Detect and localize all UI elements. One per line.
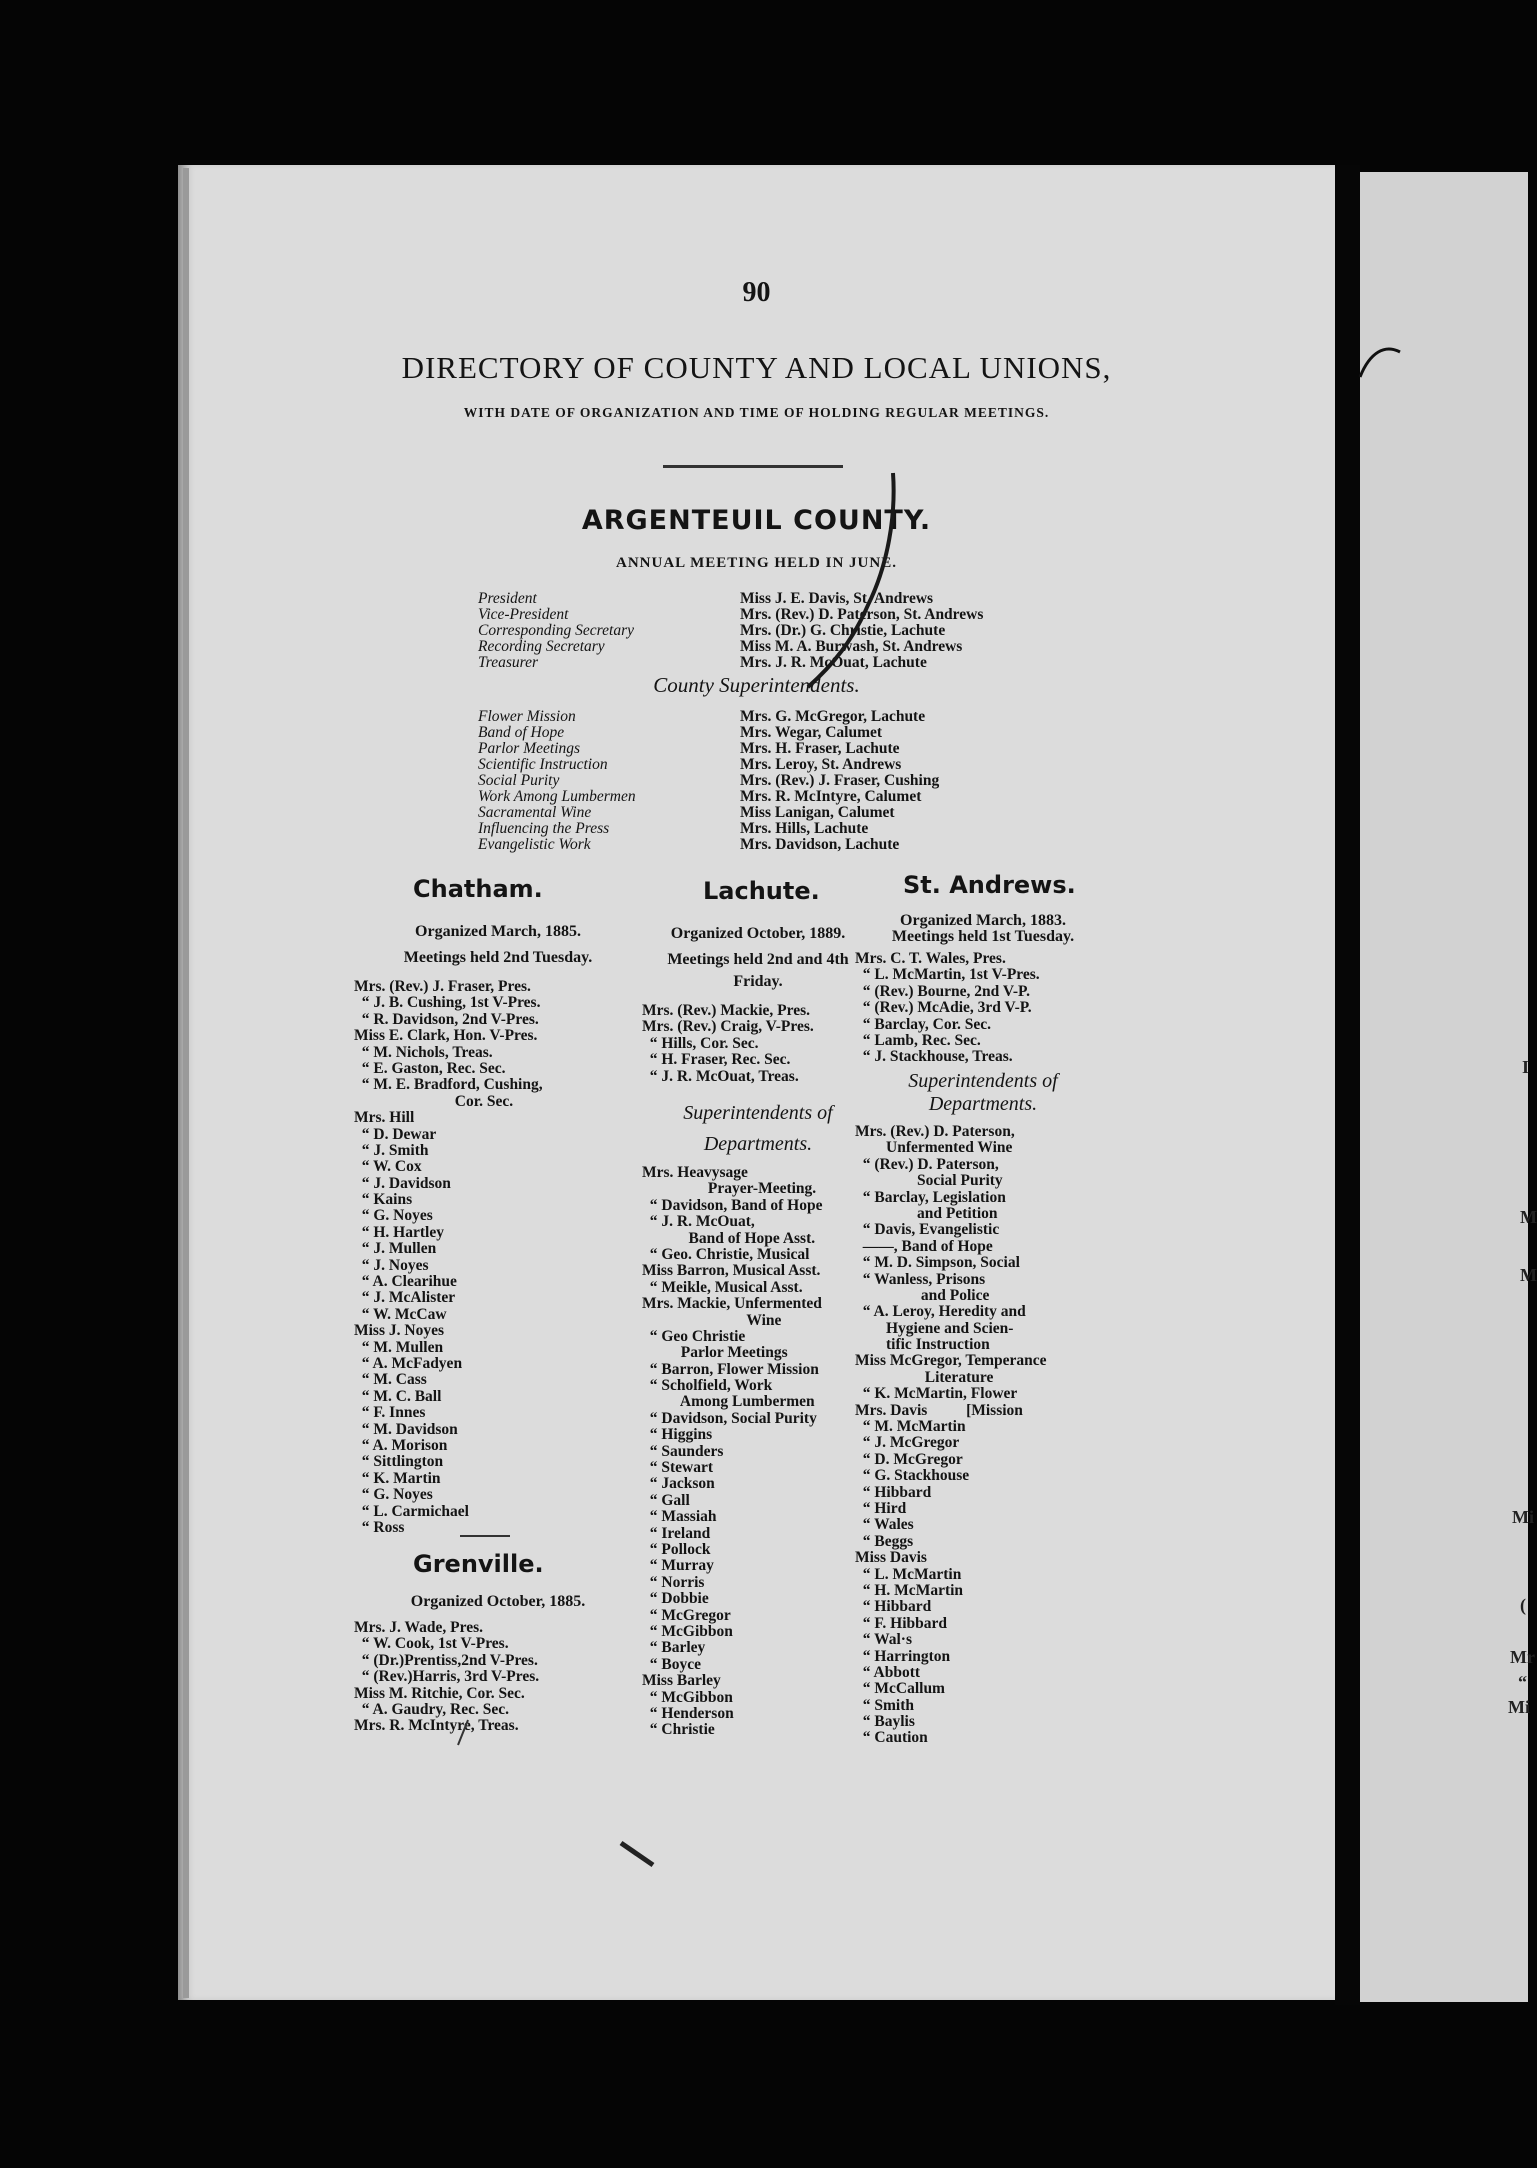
superintendent-role: Work Among Lumbermen xyxy=(478,788,636,805)
list-item: “ J. R. McOuat, xyxy=(642,1213,755,1231)
list-item: “ Abbott xyxy=(855,1663,921,1681)
list-item: “ (Rev.) Bourne, 2nd V-P. xyxy=(855,982,1030,1000)
list-item: “ J. McGregor xyxy=(855,1434,960,1452)
chatham-meetings: Meetings held 2nd Tuesday. xyxy=(403,949,593,966)
list-item: “ Wanless, Prisons xyxy=(855,1270,986,1288)
list-item: Miss Barron, Musical Asst. xyxy=(642,1262,821,1280)
lachute-departments xyxy=(642,1165,822,1739)
book-gutter xyxy=(1335,165,1360,2005)
list-item: “ Massiah xyxy=(642,1508,717,1526)
list-item: Unfermented Wine xyxy=(855,1139,1013,1157)
list-item: tific Instruction xyxy=(855,1336,990,1354)
list-item: “ L. McMartin xyxy=(855,1565,962,1583)
list-item: “ W. Cook, 1st V-Pres. xyxy=(354,1635,509,1653)
list-item: “ A. Morison xyxy=(354,1436,448,1454)
list-item: “ L. Carmichael xyxy=(354,1502,469,1520)
list-item: Literature xyxy=(855,1368,994,1386)
list-item: “ A. Gaudry, Rec. Sec. xyxy=(354,1700,509,1718)
list-item: “ E. Gaston, Rec. Sec. xyxy=(354,1059,506,1077)
superintendent-row xyxy=(478,820,1038,837)
facing-page-fragment: “ xyxy=(1518,1672,1527,1692)
list-item: “ Stewart xyxy=(642,1459,714,1477)
superintendent-name: Mrs. Leroy, St. Andrews xyxy=(740,756,902,773)
list-item: “ Gall xyxy=(642,1491,690,1509)
list-item: Miss Davis xyxy=(855,1549,927,1567)
list-item: “ Barclay, Cor. Sec. xyxy=(855,1015,992,1033)
section-divider xyxy=(460,1535,510,1537)
list-item: “ Christie xyxy=(642,1721,715,1739)
list-item: Hygiene and Scien- xyxy=(855,1319,1014,1337)
list-item: “ McGregor xyxy=(642,1606,731,1624)
list-item: and Police xyxy=(855,1286,990,1304)
list-item: Mrs. (Rev.) J. Fraser, Pres. xyxy=(354,978,531,995)
superintendent-row xyxy=(478,724,1038,741)
list-item: Mrs. C. T. Wales, Pres. xyxy=(855,950,1006,967)
pen-stroke-mark xyxy=(798,465,918,695)
superintendent-name: Mrs. (Rev.) J. Fraser, Cushing xyxy=(740,772,940,789)
superintendent-name: Mrs. Hills, Lachute xyxy=(740,820,869,837)
superintendent-role: Social Purity xyxy=(478,772,560,789)
st-andrews-officers xyxy=(855,951,1040,1066)
list-item: Mrs. R. McIntyre, Treas. xyxy=(354,1717,519,1735)
superintendent-name: Miss Lanigan, Calumet xyxy=(740,804,895,821)
superintendent-row xyxy=(478,756,1038,773)
list-item: Mrs. (Rev.) Craig, V-Pres. xyxy=(642,1018,814,1036)
list-item: “ H. Hartley xyxy=(354,1223,444,1241)
list-item: “ Dobbie xyxy=(642,1590,709,1608)
list-item: “ Boyce xyxy=(642,1655,701,1673)
list-item: “ Saunders xyxy=(642,1442,724,1460)
lachute-departments-heading: Departments. xyxy=(703,1133,813,1155)
grenville-heading: Grenville. xyxy=(413,1550,544,1578)
officer-role: President xyxy=(478,590,537,607)
officer-row xyxy=(478,638,1038,655)
list-item: and Petition xyxy=(855,1204,998,1222)
list-item: “ Norris xyxy=(642,1573,705,1591)
list-item: “ Pollock xyxy=(642,1540,711,1558)
st-andrews-organized: Organized March, 1883. xyxy=(900,912,1066,929)
superintendent-role: Sacramental Wine xyxy=(478,804,592,821)
list-item: “ M. McMartin xyxy=(855,1418,966,1436)
superintendent-role: Scientific Instruction xyxy=(478,756,608,773)
list-item: “ F. Innes xyxy=(354,1404,426,1422)
lachute-officers xyxy=(642,1003,814,1085)
superintendent-name: Mrs. Wegar, Calumet xyxy=(740,724,883,741)
list-item: Miss J. Noyes xyxy=(354,1322,444,1340)
list-item: “ Harrington xyxy=(855,1647,951,1665)
scratch-mark xyxy=(453,1715,513,1755)
list-item: Mrs. (Rev.) Mackie, Pres. xyxy=(642,1002,811,1019)
officer-name: Mrs. (Dr.) G. Christie, Lachute xyxy=(740,622,946,639)
list-item: “ J. Mullen xyxy=(354,1240,437,1258)
list-item: “ Murray xyxy=(642,1557,714,1575)
list-item: “ G. Noyes xyxy=(354,1207,433,1225)
superintendent-role: Flower Mission xyxy=(478,708,576,725)
lachute-heading: Lachute. xyxy=(703,877,820,905)
list-item: “ W. Cox xyxy=(354,1158,422,1176)
list-item: Mrs. Hill xyxy=(354,1109,415,1127)
list-item: “ Hills, Cor. Sec. xyxy=(642,1034,759,1052)
list-item: Wine xyxy=(642,1311,782,1329)
st-andrews-heading: St. Andrews. xyxy=(903,871,1076,899)
list-item: “ Davidson, Social Purity xyxy=(642,1409,817,1427)
list-item: “ H. McMartin xyxy=(855,1581,964,1599)
list-item: “ Wales xyxy=(855,1516,914,1534)
list-item: “ Hibbard xyxy=(855,1483,932,1501)
facing-page xyxy=(1360,172,1537,2002)
page-title: DIRECTORY OF COUNTY AND LOCAL UNIONS, xyxy=(401,350,1112,385)
list-item: ——, Band of Hope xyxy=(855,1237,993,1255)
lachute-meetings-day: Friday. xyxy=(733,973,783,990)
superintendent-row xyxy=(478,740,1038,757)
list-item: Mrs. (Rev.) D. Paterson, xyxy=(855,1123,1015,1140)
lachute-meetings: Meetings held 2nd and 4th xyxy=(667,951,849,968)
list-item: “ D. McGregor xyxy=(855,1450,963,1468)
list-item: “ R. Davidson, 2nd V-Pres. xyxy=(354,1010,539,1028)
list-item: Miss E. Clark, Hon. V-Pres. xyxy=(354,1027,538,1045)
list-item: “ M. Cass xyxy=(354,1371,427,1389)
grenville-organized: Organized October, 1885. xyxy=(410,1593,586,1610)
list-item: Mrs. Davis [Mission xyxy=(855,1401,1023,1419)
facing-page-fragment: M xyxy=(1520,1207,1537,1227)
list-item: “ (Rev.) D. Paterson, xyxy=(855,1155,999,1173)
list-item: “ Henderson xyxy=(642,1704,734,1722)
st-andrews-meetings: Meetings held 1st Tuesday. xyxy=(891,928,1075,945)
county-superintendents-heading: County Superintendents. xyxy=(653,673,860,697)
list-item: “ Ross xyxy=(354,1518,405,1536)
list-item: “ W. McCaw xyxy=(354,1305,447,1323)
superintendent-name: Mrs. H. Fraser, Lachute xyxy=(740,740,900,757)
officer-role: Treasurer xyxy=(478,654,539,671)
list-item: “ Lamb, Rec. Sec. xyxy=(855,1031,981,1049)
list-item: Miss Barley xyxy=(642,1672,721,1690)
list-item: Mrs. J. Wade, Pres. xyxy=(354,1619,484,1636)
list-item: “ M. Mullen xyxy=(354,1338,444,1356)
st-andrews-departments-heading: Departments. xyxy=(928,1093,1038,1115)
list-item: “ Barley xyxy=(642,1639,706,1657)
officer-row xyxy=(478,654,1038,671)
list-item: “ H. Fraser, Rec. Sec. xyxy=(642,1051,791,1069)
officer-name: Mrs. (Rev.) D. Paterson, St. Andrews xyxy=(740,606,984,623)
facing-page-fragment: ( xyxy=(1520,1595,1526,1615)
superintendent-name: Mrs. R. McIntyre, Calumet xyxy=(740,788,922,805)
list-item: “ Caution xyxy=(855,1729,928,1747)
page-edge-shadow xyxy=(183,168,189,1998)
superintendent-role: Band of Hope xyxy=(478,724,565,741)
list-item: “ G. Stackhouse xyxy=(855,1467,970,1485)
list-item: Parlor Meetings xyxy=(642,1344,788,1362)
list-item: Cor. Sec. xyxy=(354,1092,514,1110)
list-item: “ Hird xyxy=(855,1499,907,1517)
list-item: Band of Hope Asst. xyxy=(642,1229,816,1247)
annual-meeting-note: ANNUAL MEETING HELD IN JUNE. xyxy=(616,555,897,571)
list-item: “ J. R. McOuat, Treas. xyxy=(642,1067,799,1085)
list-item: “ M. D. Simpson, Social xyxy=(855,1254,1020,1272)
list-item: “ Beggs xyxy=(855,1532,914,1550)
list-item: “ Jackson xyxy=(642,1475,715,1493)
superintendent-role: Parlor Meetings xyxy=(478,740,581,757)
list-item: Social Purity xyxy=(855,1172,1003,1190)
list-item: “ D. Dewar xyxy=(354,1125,437,1143)
list-item: “ M. Nichols, Treas. xyxy=(354,1043,493,1061)
list-item: “ Geo Christie xyxy=(642,1327,746,1345)
list-item: “ M. C. Ball xyxy=(354,1387,442,1405)
list-item: “ Meikle, Musical Asst. xyxy=(642,1278,803,1296)
list-item: “ K. Martin xyxy=(354,1469,441,1487)
superintendent-row xyxy=(478,788,1038,805)
list-item: “ Barron, Flower Mission xyxy=(642,1360,819,1378)
lachute-organized: Organized October, 1889. xyxy=(670,925,846,942)
list-item: Among Lumbermen xyxy=(642,1393,815,1411)
list-item: “ Scholfield, Work xyxy=(642,1377,773,1395)
page-number: 90 xyxy=(742,277,771,308)
list-item: “ L. McMartin, 1st V-Pres. xyxy=(855,966,1040,984)
superintendent-row xyxy=(478,772,1038,789)
list-item: “ (Rev.)Harris, 3rd V-Pres. xyxy=(354,1668,540,1686)
st-andrews-departments xyxy=(855,1124,1047,1747)
superintendent-row xyxy=(478,836,1038,853)
county-heading: ARGENTEUIL COUNTY. xyxy=(581,505,932,536)
list-item: “ G. Noyes xyxy=(354,1486,433,1504)
list-item: Mrs. Heavysage xyxy=(642,1164,748,1181)
officer-role: Vice-President xyxy=(478,606,569,623)
list-item: “ (Rev.) McAdie, 3rd V-P. xyxy=(855,999,1032,1017)
list-item: “ Kains xyxy=(354,1191,413,1209)
list-item: “ McGibbon xyxy=(642,1622,733,1640)
list-item: “ M. Davidson xyxy=(354,1420,458,1438)
list-item: “ Sittlington xyxy=(354,1453,444,1471)
list-item: “ J. Davidson xyxy=(354,1174,451,1192)
scratch-mark xyxy=(618,1840,658,1870)
list-item: “ F. Hibbard xyxy=(855,1614,948,1632)
lachute-superintendents-heading: Superintendents of xyxy=(683,1102,833,1124)
list-item: “ A. Clearihue xyxy=(354,1273,457,1291)
list-item: Prayer-Meeting. xyxy=(642,1180,817,1198)
superintendent-row xyxy=(478,804,1038,821)
superintendent-role: Evangelistic Work xyxy=(478,836,591,853)
list-item: “ Smith xyxy=(855,1696,914,1714)
list-item: “ Barclay, Legislation xyxy=(855,1188,1006,1206)
list-item: “ M. E. Bradford, Cushing, xyxy=(354,1076,543,1094)
list-item: “ Higgins xyxy=(642,1426,713,1444)
officer-row xyxy=(478,622,1038,639)
superintendent-role: Influencing the Press xyxy=(478,820,610,837)
facing-page-mark xyxy=(1360,342,1420,382)
book-page xyxy=(178,165,1335,2000)
facing-page-fragment: Mr xyxy=(1510,1647,1535,1667)
list-item: “ J. McAlister xyxy=(354,1289,456,1307)
superintendent-name: Mrs. Davidson, Lachute xyxy=(740,836,900,853)
list-item: “ Davidson, Band of Hope xyxy=(642,1196,823,1214)
superintendent-row xyxy=(478,708,1038,725)
facing-page-fragment: M xyxy=(1520,1265,1537,1285)
list-item: “ Geo. Christie, Musical xyxy=(642,1245,810,1263)
officer-name: Miss M. A. Burwash, St. Andrews xyxy=(740,638,963,655)
facing-page-fragment: Mi xyxy=(1512,1507,1534,1527)
officer-name: Mrs. J. R. McOuat, Lachute xyxy=(740,654,927,671)
page-subtitle: WITH DATE OF ORGANIZATION AND TIME OF HOLDING REGULAR MEETINGS. xyxy=(463,405,1050,420)
chatham-organized: Organized March, 1885. xyxy=(415,923,581,940)
list-item: Mrs. Mackie, Unfermented xyxy=(642,1295,822,1313)
st-andrews-superintendents-heading: Superintendents of xyxy=(908,1070,1058,1092)
officer-name: Miss J. E. Davis, St. Andrews xyxy=(740,590,934,607)
facing-page-fragment: I xyxy=(1522,1057,1530,1077)
list-item: “ A. Leroy, Heredity and xyxy=(855,1303,1026,1321)
officer-role: Recording Secretary xyxy=(478,638,605,655)
list-item: “ Wal·s xyxy=(855,1631,912,1649)
officer-row xyxy=(478,606,1038,623)
list-item: “ J. Smith xyxy=(354,1141,429,1159)
list-item: “ J. B. Cushing, 1st V-Pres. xyxy=(354,994,541,1012)
list-item: Miss M. Ritchie, Cor. Sec. xyxy=(354,1684,525,1702)
list-item: “ J. Noyes xyxy=(354,1256,429,1274)
officer-role: Corresponding Secretary xyxy=(478,622,634,639)
chatham-members xyxy=(354,979,543,1536)
facing-page-fragment: Mi xyxy=(1508,1697,1530,1717)
chatham-heading: Chatham. xyxy=(413,875,543,903)
list-item: “ Hibbard xyxy=(855,1598,932,1616)
list-item: “ (Dr.)Prentiss,2nd V-Pres. xyxy=(354,1651,538,1669)
list-item: “ J. Stackhouse, Treas. xyxy=(855,1048,1013,1066)
list-item: “ K. McMartin, Flower xyxy=(855,1385,1018,1403)
list-item: “ Ireland xyxy=(642,1524,711,1542)
list-item: Miss McGregor, Temperance xyxy=(855,1352,1047,1370)
list-item: “ McGibbon xyxy=(642,1688,733,1706)
list-item: “ Davis, Evangelistic xyxy=(855,1221,1000,1239)
superintendent-name: Mrs. G. McGregor, Lachute xyxy=(740,708,926,725)
list-item: “ Baylis xyxy=(855,1713,915,1731)
list-item: “ McCallum xyxy=(855,1680,945,1698)
officer-row xyxy=(478,590,1038,607)
list-item: “ A. McFadyen xyxy=(354,1354,463,1372)
